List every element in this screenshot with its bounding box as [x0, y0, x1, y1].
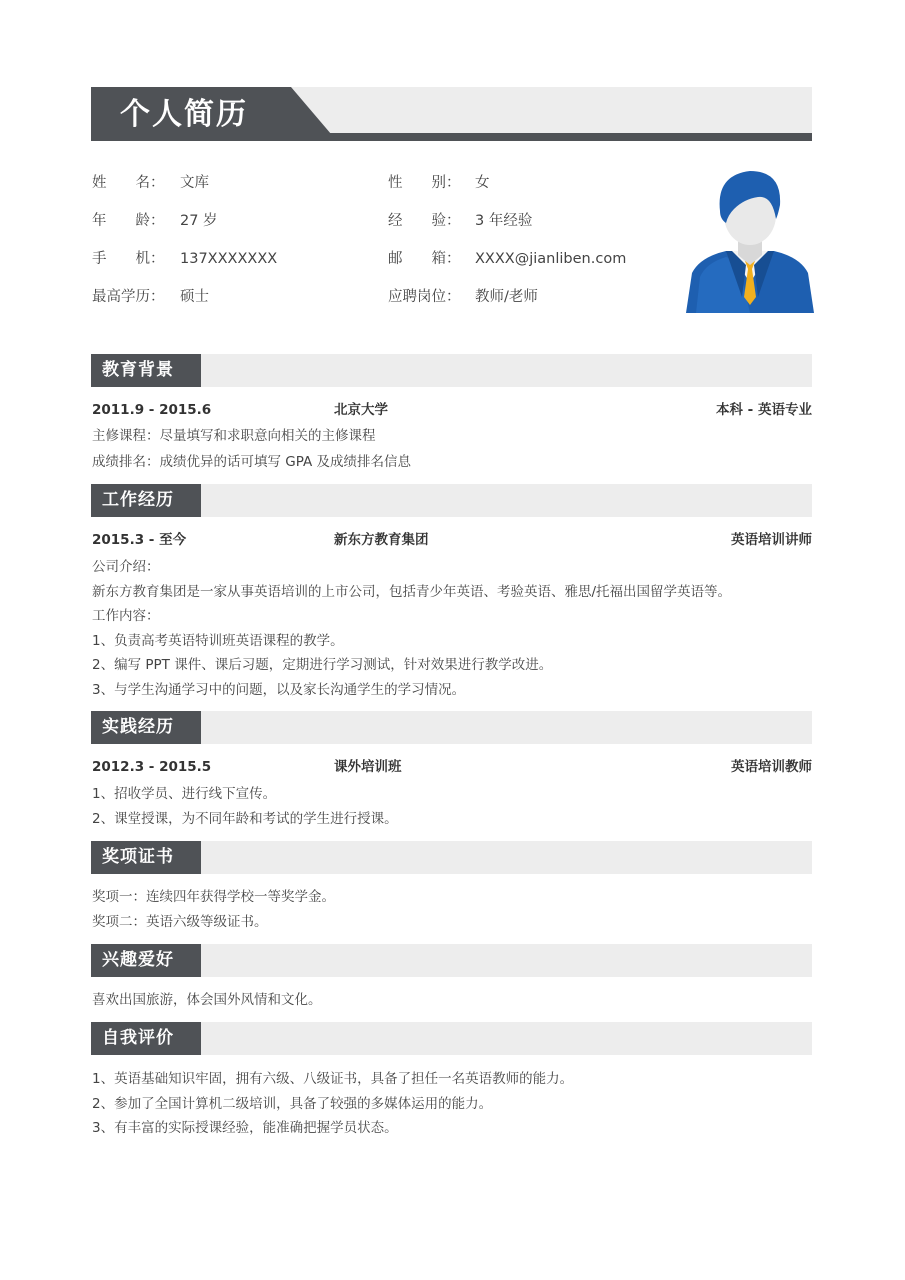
- position-value: 教师/老师: [475, 289, 538, 305]
- practice-role: 英语培训教师: [731, 759, 812, 775]
- avatar: [686, 165, 814, 313]
- education-level-value: 硕士: [180, 289, 209, 305]
- page-title: 个人简历: [120, 97, 248, 132]
- education-period: 2011.9 - 2015.6: [92, 402, 212, 418]
- age-value: 27 岁: [180, 213, 218, 229]
- education-level-label: 最高学历：: [92, 289, 165, 305]
- gender-value: 女: [475, 175, 490, 191]
- work-line: 3、与学生沟通学习中的问题，以及家长沟通学生的学习情况。: [92, 682, 466, 698]
- practice-org: 课外培训班: [334, 759, 402, 775]
- awards-section-title: 奖项证书: [102, 847, 174, 867]
- education-degree: 本科 - 英语专业: [715, 402, 812, 418]
- gender-label: 性 别：: [388, 175, 461, 191]
- position-label: 应聘岗位：: [388, 289, 461, 305]
- name-label: 姓 名：: [92, 175, 165, 191]
- experience-value: 3 年经验: [475, 213, 533, 229]
- work-role: 英语培训讲师: [731, 532, 812, 548]
- name-value: 文库: [180, 175, 209, 191]
- work-section-title: 工作经历: [102, 490, 174, 510]
- education-school: 北京大学: [334, 402, 388, 418]
- education-line: 成绩排名：成绩优异的话可填写 GPA 及成绩排名信息: [92, 454, 412, 470]
- education-section-title: 教育背景: [102, 360, 174, 380]
- work-line: 2、编写 PPT 课件、课后习题，定期进行学习测试，针对效果进行教学改进。: [92, 657, 553, 673]
- self-line: 2、参加了全国计算机二级培训，具备了较强的多媒体运用的能力。: [92, 1096, 493, 1112]
- experience-label: 经 验：: [388, 213, 461, 229]
- practice-section-title: 实践经历: [102, 717, 174, 737]
- practice-line: 2、课堂授课，为不同年龄和考试的学生进行授课。: [92, 811, 398, 827]
- hobbies-section-title: 兴趣爱好: [102, 950, 174, 970]
- work-company: 新东方教育集团: [334, 532, 429, 548]
- age-label: 年 龄：: [92, 213, 165, 229]
- work-line: 新东方教育集团是一家从事英语培训的上市公司，包括青少年英语、考验英语、雅思/托福出国留学英语等。: [92, 584, 732, 600]
- practice-line: 1、招收学员、进行线下宣传。: [92, 786, 277, 802]
- phone-value: 137XXXXXXX: [180, 251, 278, 267]
- self-line: 3、有丰富的实际授课经验，能准确把握学员状态。: [92, 1120, 398, 1136]
- email-label: 邮 箱：: [388, 251, 461, 267]
- work-line: 1、负责高考英语特训班英语课程的教学。: [92, 633, 344, 649]
- education-line: 主修课程：尽量填写和求职意向相关的主修课程: [92, 428, 376, 444]
- award-line: 奖项一：连续四年获得学校一等奖学金。: [92, 889, 335, 905]
- email-value: XXXX@jianliben.com: [475, 251, 627, 267]
- self-line: 1、英语基础知识牢固，拥有六级、八级证书，具备了担任一名英语教师的能力。: [92, 1071, 574, 1087]
- hobby-line: 喜欢出国旅游，体会国外风情和文化。: [92, 992, 322, 1008]
- work-period: 2015.3 - 至今: [92, 532, 187, 548]
- self-section-title: 自我评价: [102, 1028, 174, 1048]
- work-line: 工作内容：: [92, 608, 160, 624]
- work-line: 公司介绍：: [92, 559, 160, 575]
- phone-label: 手 机：: [92, 251, 165, 267]
- practice-period: 2012.3 - 2015.5: [92, 759, 212, 775]
- award-line: 奖项二：英语六级等级证书。: [92, 914, 268, 930]
